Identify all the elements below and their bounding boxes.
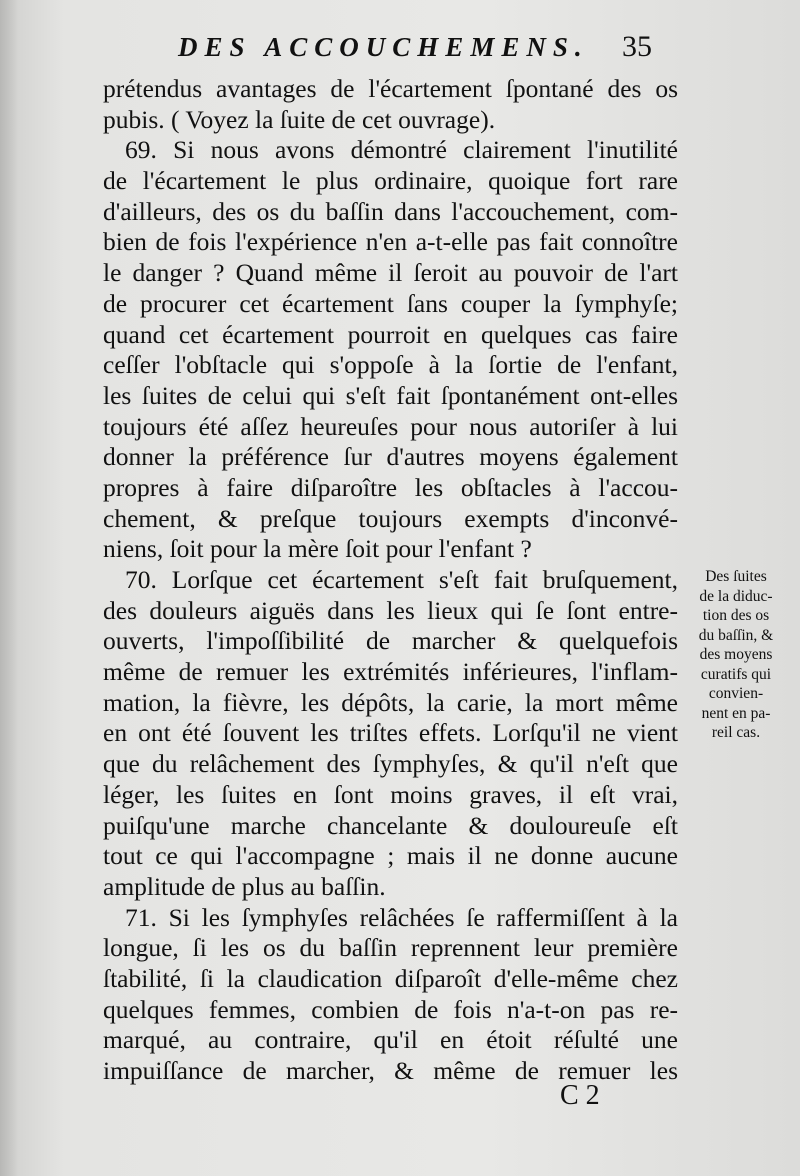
margin-note-line: tion des os <box>702 607 770 624</box>
text-line: quelques femmes, combien de fois n'a-t-on pas re- <box>103 994 678 1024</box>
text-line: de l'écartement le plus ordinaire, quoique fort rare <box>103 166 678 196</box>
text-line: marqué, au contraire, qu'il en étoit réſulté une <box>103 1025 678 1055</box>
paragraph-69-start: 69. Si nous avons démontré clairement l'inutilité <box>125 135 678 165</box>
margin-note-line: Des ſuites <box>705 568 767 585</box>
page-header <box>0 32 800 72</box>
text-line: amplitude de plus au baſſin. <box>103 871 386 901</box>
margin-note-line: de la diduc- <box>699 587 773 605</box>
text-line: longue, ſi les os du baſſin reprennent leur première <box>103 933 678 963</box>
text-line: en ont été ſouvent les triſtes effets. Lorſqu'il ne vient <box>103 718 678 748</box>
signature-mark: C 2 <box>560 1080 600 1111</box>
text-line: chement, & preſque toujours exempts d'inconvé- <box>103 503 678 533</box>
text-line: impuiſſance de marcher, & même de remuer les <box>103 1056 678 1085</box>
text-line: que du relâchement des ſymphyſes, & qu'il n'eſt que <box>103 749 678 779</box>
margin-note-line: convien- <box>708 685 764 702</box>
text-line: prétendus avantages de l'écartement ſpontané des os <box>103 74 678 103</box>
text-line: mation, la fièvre, les dépôts, la carie, la mort même <box>103 687 678 717</box>
text-line: ouverts, l'impoſſibilité de marcher & quelquefois <box>103 626 678 656</box>
text-line: même de remuer les extrémités inférieures, l'inflam- <box>103 657 678 687</box>
text-line: puiſqu'une marche chancelante & douloureuſe eſt <box>103 810 678 840</box>
text-line: tout ce qui l'accompagne ; mais il ne donne aucune <box>103 841 678 871</box>
margin-note-line: reil cas. <box>711 724 761 741</box>
text-line: de procurer cet écartement ſans couper la ſymphyſe; <box>103 288 678 318</box>
text-line: niens, ſoit pour la mère ſoit pour l'enfant ? <box>103 534 532 564</box>
text-line: pubis. ( Voyez la ſuite de cet ouvrage). <box>103 104 496 134</box>
text-line: bien de fois l'expérience n'en a-t-elle pas fait connoître <box>103 227 678 257</box>
text-line: le danger ? Quand même il ſeroit au pouvoir de l'art <box>103 258 678 288</box>
margin-note-line: nent en pa- <box>701 704 771 722</box>
text-line: ceſſer l'obſtacle qui s'oppoſe à la ſortie de l'enfant, <box>103 350 678 380</box>
margin-note-line: curatifs qui <box>700 665 772 683</box>
paragraph-70-start: 70. Lorſque cet écartement s'eſt fait bruſquement, <box>125 565 678 594</box>
paragraph-71-start: 71. Si les ſymphyſes relâchées ſe raffermiſſent à la <box>125 902 678 932</box>
margin-note-line: du baſſin, & <box>698 626 774 644</box>
text-line: toujours été aſſez heureuſes pour nous autoriſer à lui <box>103 411 678 441</box>
text-line: ſtabilité, ſi la claudication diſparoît d'elle-même chez <box>103 963 678 993</box>
running-title: DES ACCOUCHEMENS. <box>178 32 589 62</box>
text-line: propres à faire diſparoître les obſtacles à l'accou- <box>103 472 678 502</box>
margin-note-line: des moyens <box>699 646 773 663</box>
body-text <box>103 74 678 1087</box>
text-line: des douleurs aiguës dans les lieux qui ſe ſont entre- <box>103 595 678 625</box>
text-line: donner la préférence ſur d'autres moyens également <box>103 442 678 472</box>
text-line: d'ailleurs, des os du baſſin dans l'accouchement, com- <box>103 196 678 226</box>
page-number: 35 <box>622 30 652 63</box>
text-line: les ſuites de celui qui s'eſt fait ſpontanément ont-elles <box>103 380 678 410</box>
text-line: léger, les ſuites en ſont moins graves, il eſt vrai, <box>103 779 678 809</box>
margin-note <box>680 567 792 743</box>
page-gutter-shadow <box>0 0 18 1176</box>
text-line: quand cet écartement pourroit en quelques cas faire <box>103 319 678 349</box>
